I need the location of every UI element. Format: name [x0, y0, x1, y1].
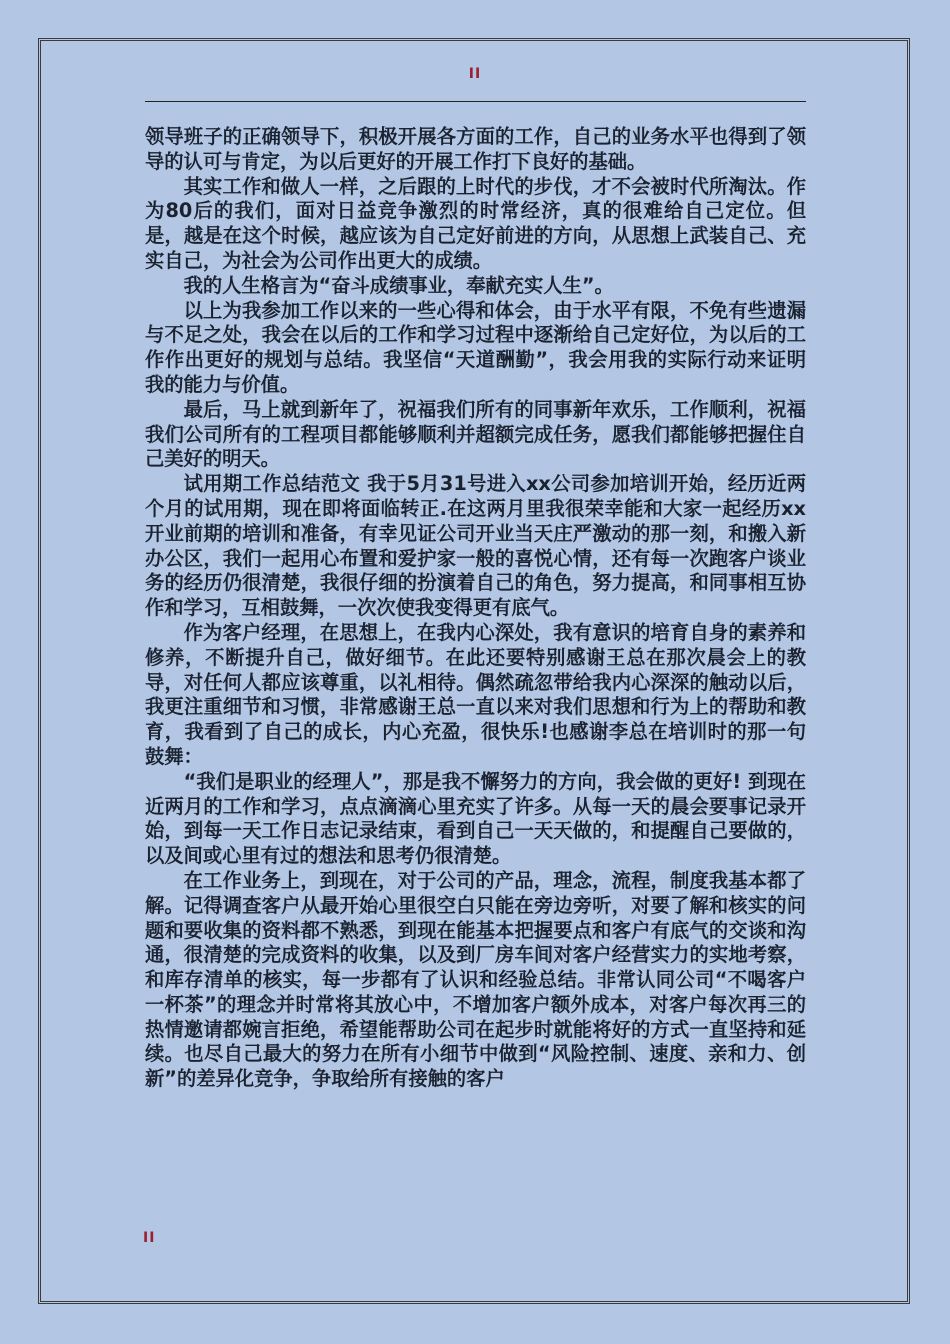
footer-mark: II: [143, 1230, 156, 1246]
paragraph: 以上为我参加工作以来的一些心得和体会，由于水平有限，不免有些遗漏与不足之处，我会在以后的工作和学习过程中逐渐给自己定好位，为以后的工作作出更好的规划与总结。我坚信“天道酬勤”，我会用我的实际行动来证明我的能力与价值。: [145, 298, 806, 396]
paragraph: “我们是职业的经理人”，那是我不懈努力的方向，我会做的更好! 到现在近两月的工作和学习，点点滴滴心里充实了许多。从每一天的晨会要事记录开始，到每一天工作日志记录结束，看到自己一天天做的，和提醒自己要做的，以及间或心里有过的想法和思考仍很清楚。: [145, 769, 806, 868]
header-mark: II: [468, 66, 482, 82]
paragraph: 最后，马上就到新年了，祝福我们所有的同事新年欢乐，工作顺利，祝福我们公司所有的工程项目都能够顺利并超额完成任务，愿我们都能够把握住自己美好的明天。: [145, 397, 806, 471]
paragraph: 其实工作和做人一样，之后跟的上时代的步伐，才不会被时代所淘汰。作为80后的我们，面对日益竞争激烈的时常经济，真的很难给自己定位。但是，越是在这个时候，越应该为自己定好前进的方向，从思想上武装自己、充实自己，为社会为公司作出更大的成绩。: [145, 174, 806, 272]
paragraph: 在工作业务上，到现在，对于公司的产品，理念，流程，制度我基本都了解。记得调查客户从最开始心里很空白只能在旁边旁听，对要了解和核实的问题和要收集的资料都不熟悉，到现在能基本把握要点和客户有底气的交谈和沟通，很清楚的完成资料的收集，以及到厂房车间对客户经营实力的实地考察，和库存清单的核实，每一步都有了认识和经验总结。非常认同公司“不喝客户一杯茶”的理念并时常将其放心中，不增加客户额外成本，对客户每次再三的热情邀请都婉言拒绝，希望能帮助公司在起步时就能将好的方式一直坚持和延续。也尽自己最大的努力在所有小细节中做到“风险控制、速度、亲和力、创新”的差异化竞争，争取给所有接触的客户: [145, 868, 806, 1091]
header-rule: [145, 101, 806, 102]
paragraph: 领导班子的正确领导下，积极开展各方面的工作，自己的业务水平也得到了领导的认可与肯定，为以后更好的开展工作打下良好的基础。: [145, 125, 806, 173]
paragraph: 试用期工作总结范文 我于5月31号进入xx公司参加培训开始，经历近两个月的试用期，现在即将面临转正.在这两月里我很荣幸能和大家一起经历xx开业前期的培训和准备，有幸见证公司开业当天庄严激动的那一刻，和搬入新办公区，我们一起用心布置和爱护家一般的喜悦心情，还有每一次跑客户谈业务的经历仍很清楚，我很仔细的扮演着自己的角色，努力提高，和同事相互协作和学习，互相鼓舞，一次次使我变得更有底气。: [145, 472, 806, 620]
paragraph: 我的人生格言为“奋斗成绩事业，奉献充实人生”。: [183, 273, 614, 297]
paragraph: 作为客户经理，在思想上，在我内心深处，我有意识的培育自身的素养和修养，不断提升自己，做好细节。在此还要特别感谢王总在那次晨会上的教导，对任何人都应该尊重，以礼相待。偶然疏忽带给我内心深深的触动以后，我更注重细节和习惯，非常感谢王总一直以来对我们思想和行为上的帮助和教育，我看到了自己的成长，内心充盈，很快乐!也感谢李总在培训时的那一句鼓舞：: [145, 620, 806, 768]
document-body: [145, 125, 806, 1220]
